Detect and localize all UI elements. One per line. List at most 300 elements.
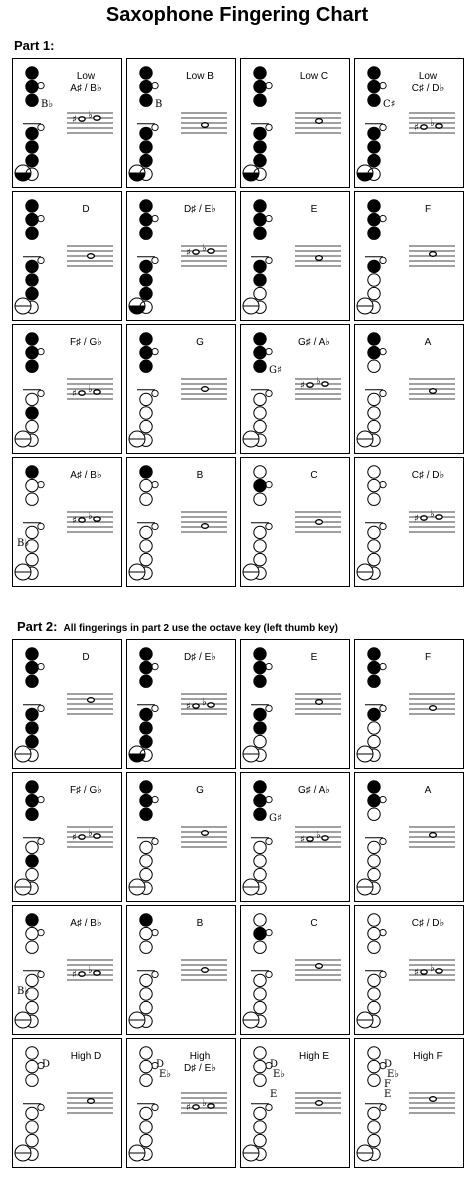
key-letter-label: G♯ xyxy=(269,365,282,376)
open-key-icon xyxy=(140,1060,152,1072)
fingering-diagram xyxy=(241,1039,349,1167)
fingering-row xyxy=(12,1038,464,1168)
fingering-diagram xyxy=(355,1039,463,1167)
closed-key-icon xyxy=(26,914,38,926)
closed-key-icon xyxy=(368,213,380,225)
open-key-icon xyxy=(26,1121,38,1133)
octave-key-icon xyxy=(38,215,44,221)
key-letter-label: E♭ xyxy=(159,1069,172,1080)
closed-key-icon xyxy=(26,141,38,153)
open-key-icon xyxy=(368,927,380,939)
key-letter-label: B♭ xyxy=(17,986,30,997)
flat-note-icon: ♭ xyxy=(202,697,207,708)
open-key-icon xyxy=(140,868,152,880)
part2-grid xyxy=(12,639,464,1171)
side-key-icon xyxy=(38,838,44,844)
open-key-icon xyxy=(26,393,38,405)
side-key-icon xyxy=(266,523,272,529)
fingering-diagram xyxy=(355,906,463,1034)
open-key-icon xyxy=(140,1134,152,1146)
fingering-diagram xyxy=(355,192,463,320)
whole-note-icon xyxy=(94,834,100,838)
side-key-icon xyxy=(152,838,158,844)
fingering-cell xyxy=(354,191,464,321)
fingering-cell xyxy=(240,324,350,454)
closed-key-icon xyxy=(254,200,266,212)
key-letter-label: G♯ xyxy=(269,813,282,824)
side-key-icon xyxy=(38,390,44,396)
whole-note-icon xyxy=(316,119,323,124)
note-name-label: G xyxy=(196,785,204,796)
fingering-diagram xyxy=(13,1039,121,1167)
octave-key-icon xyxy=(38,663,44,669)
open-key-icon xyxy=(254,868,266,880)
octave-key-icon xyxy=(380,348,386,354)
key-letter-label: F xyxy=(384,1079,391,1090)
fingering-diagram xyxy=(13,906,121,1034)
closed-key-icon xyxy=(140,333,152,345)
whole-note-icon xyxy=(436,515,442,519)
fingering-diagram xyxy=(13,59,121,187)
fingering-cell xyxy=(12,639,122,769)
part2-label: Part 2: All fingerings in part 2 use the octave key (left thumb key) xyxy=(17,619,338,634)
note-name-label: F xyxy=(424,204,432,215)
fingering-cell xyxy=(354,58,464,188)
open-key-icon xyxy=(368,420,380,432)
side-key-icon xyxy=(380,838,386,844)
open-key-icon xyxy=(140,855,152,867)
sharp-note-icon: ♯ xyxy=(72,515,77,527)
closed-key-icon xyxy=(254,346,266,358)
whole-note-icon xyxy=(316,1101,323,1106)
open-key-icon xyxy=(254,941,266,953)
open-key-icon xyxy=(140,1001,152,1013)
open-key-icon xyxy=(368,974,380,986)
whole-note-icon xyxy=(193,250,199,254)
note-name-label: F xyxy=(424,652,432,663)
fingering-cell xyxy=(354,905,464,1035)
open-key-icon xyxy=(368,735,380,747)
open-key-icon xyxy=(254,493,266,505)
closed-key-icon xyxy=(140,794,152,806)
flat-note-icon: ♭ xyxy=(88,384,93,395)
closed-key-icon xyxy=(254,781,266,793)
open-key-icon xyxy=(368,1001,380,1013)
open-key-icon xyxy=(140,540,152,552)
fingering-cell xyxy=(126,1038,236,1168)
open-key-icon xyxy=(368,540,380,552)
fingering-diagram xyxy=(13,325,121,453)
octave-key-icon xyxy=(152,663,158,669)
side-key-icon xyxy=(266,390,272,396)
open-key-icon xyxy=(254,1074,266,1086)
key-letter-label: D xyxy=(42,1059,51,1070)
whole-note-icon xyxy=(202,123,209,128)
open-key-icon xyxy=(368,1074,380,1086)
octave-key-icon xyxy=(38,82,44,88)
open-key-icon xyxy=(368,868,380,880)
octave-key-icon xyxy=(380,82,386,88)
closed-key-icon xyxy=(26,855,38,867)
closed-key-icon xyxy=(140,661,152,673)
side-key-icon xyxy=(152,390,158,396)
whole-note-icon xyxy=(193,1105,199,1109)
closed-key-icon xyxy=(368,794,380,806)
closed-key-icon xyxy=(368,648,380,660)
closed-key-icon xyxy=(254,479,266,491)
note-name-label: A♯ / B♭ xyxy=(70,470,102,481)
closed-key-icon xyxy=(254,675,266,687)
key-letter-label: E xyxy=(270,1089,278,1100)
fingering-diagram xyxy=(241,906,349,1034)
whole-note-icon xyxy=(430,1097,437,1102)
closed-key-icon xyxy=(140,154,152,166)
key-letter-label: B♭ xyxy=(41,99,54,110)
closed-key-icon xyxy=(254,227,266,239)
closed-key-icon xyxy=(368,141,380,153)
open-key-icon xyxy=(140,941,152,953)
note-name-label: A♯ / B♭ xyxy=(70,918,102,929)
fingering-cell xyxy=(240,1038,350,1168)
open-key-icon xyxy=(140,420,152,432)
side-key-icon xyxy=(266,1104,272,1110)
whole-note-icon xyxy=(88,1099,95,1104)
fingering-diagram xyxy=(355,640,463,768)
open-key-icon xyxy=(368,1134,380,1146)
closed-key-icon xyxy=(368,127,380,139)
whole-note-icon xyxy=(79,835,85,839)
sharp-note-icon: ♯ xyxy=(186,1102,191,1114)
closed-key-icon xyxy=(26,722,38,734)
flat-note-icon: ♭ xyxy=(430,118,435,129)
open-key-icon xyxy=(368,722,380,734)
key-letter-label: D xyxy=(156,1059,165,1070)
open-key-icon xyxy=(368,988,380,1000)
flat-note-icon: ♭ xyxy=(316,830,321,841)
note-name-label: B xyxy=(196,918,204,929)
note-name-label: Low B xyxy=(186,71,214,82)
fingering-diagram xyxy=(127,325,235,453)
note-name-label: C♯ / D♭ xyxy=(411,470,445,481)
whole-note-icon xyxy=(94,116,100,120)
octave-key-icon xyxy=(380,796,386,802)
open-key-icon xyxy=(254,1060,266,1072)
open-key-icon xyxy=(254,466,266,478)
octave-key-icon xyxy=(152,929,158,935)
closed-key-icon xyxy=(254,360,266,372)
closed-key-icon xyxy=(368,67,380,79)
open-key-icon xyxy=(140,841,152,853)
closed-key-icon xyxy=(26,200,38,212)
open-key-icon xyxy=(26,868,38,880)
closed-key-icon xyxy=(26,154,38,166)
fingering-cell xyxy=(12,457,122,587)
closed-key-icon xyxy=(140,675,152,687)
closed-key-icon xyxy=(26,648,38,660)
whole-note-icon xyxy=(430,252,437,257)
sharp-note-icon: ♯ xyxy=(72,388,77,400)
fingering-cell xyxy=(12,191,122,321)
fingering-diagram xyxy=(127,59,235,187)
sharp-note-icon: ♯ xyxy=(300,380,305,392)
open-key-icon xyxy=(140,393,152,405)
open-key-icon xyxy=(254,407,266,419)
open-key-icon xyxy=(368,466,380,478)
open-key-icon xyxy=(26,526,38,538)
note-name-label: High F xyxy=(413,1051,443,1062)
sharp-note-icon: ♯ xyxy=(414,967,419,979)
open-key-icon xyxy=(140,927,152,939)
open-key-icon xyxy=(368,1047,380,1059)
key-letter-label: D xyxy=(384,1059,393,1070)
fingering-cell xyxy=(126,191,236,321)
open-key-icon xyxy=(140,1074,152,1086)
closed-key-icon xyxy=(368,675,380,687)
octave-key-icon xyxy=(152,348,158,354)
closed-key-icon xyxy=(140,722,152,734)
closed-key-icon xyxy=(254,213,266,225)
closed-key-icon xyxy=(254,127,266,139)
whole-note-icon xyxy=(208,249,214,253)
fingering-row xyxy=(12,191,464,321)
open-key-icon xyxy=(140,1047,152,1059)
whole-note-icon xyxy=(79,972,85,976)
side-key-icon xyxy=(152,523,158,529)
note-name-label: Low A♯ / B♭ xyxy=(70,71,102,94)
side-key-icon xyxy=(38,705,44,711)
fingering-cell xyxy=(240,457,350,587)
open-key-icon xyxy=(368,479,380,491)
closed-key-icon xyxy=(140,287,152,299)
open-key-icon xyxy=(26,841,38,853)
fingering-diagram xyxy=(355,773,463,901)
note-name-label: D xyxy=(82,652,90,663)
open-key-icon xyxy=(254,287,266,299)
fingering-cell xyxy=(240,191,350,321)
note-name-label: A xyxy=(424,785,432,796)
closed-key-icon xyxy=(140,200,152,212)
fingering-cell xyxy=(126,58,236,188)
flat-note-icon: ♭ xyxy=(430,509,435,520)
closed-key-icon xyxy=(140,127,152,139)
open-key-icon xyxy=(254,420,266,432)
fingering-diagram xyxy=(13,773,121,901)
open-key-icon xyxy=(26,420,38,432)
fingering-diagram xyxy=(355,325,463,453)
open-key-icon xyxy=(254,974,266,986)
whole-note-icon xyxy=(307,383,313,387)
fingering-diagram xyxy=(127,1039,235,1167)
fingering-cell xyxy=(354,772,464,902)
sharp-note-icon: ♯ xyxy=(72,969,77,981)
octave-key-icon xyxy=(152,215,158,221)
closed-key-icon xyxy=(140,227,152,239)
sharp-note-icon: ♯ xyxy=(414,122,419,134)
note-name-label: High E xyxy=(298,1051,329,1062)
closed-key-icon xyxy=(26,661,38,673)
side-key-icon xyxy=(380,971,386,977)
sharp-note-icon: ♯ xyxy=(186,701,191,713)
whole-note-icon xyxy=(307,837,313,841)
open-key-icon xyxy=(26,927,38,939)
note-name-label: C xyxy=(310,918,318,929)
closed-key-icon xyxy=(26,346,38,358)
closed-key-icon xyxy=(254,808,266,820)
fingering-diagram xyxy=(13,192,121,320)
whole-note-icon xyxy=(208,1104,214,1108)
closed-key-icon xyxy=(26,260,38,272)
open-key-icon xyxy=(254,855,266,867)
fingering-diagram xyxy=(127,458,235,586)
whole-note-icon xyxy=(421,125,427,129)
closed-key-icon xyxy=(254,94,266,106)
fingering-diagram xyxy=(241,640,349,768)
note-name-label: F♯ / G♭ xyxy=(70,337,102,348)
closed-key-icon xyxy=(26,213,38,225)
closed-key-icon xyxy=(368,200,380,212)
fingering-row xyxy=(12,905,464,1035)
octave-key-icon xyxy=(266,663,272,669)
open-key-icon xyxy=(254,553,266,565)
closed-key-icon xyxy=(26,735,38,747)
octave-key-icon xyxy=(266,348,272,354)
side-key-icon xyxy=(38,971,44,977)
fingering-cell xyxy=(126,324,236,454)
fingering-diagram xyxy=(127,773,235,901)
open-key-icon xyxy=(368,287,380,299)
closed-key-icon xyxy=(26,781,38,793)
open-key-icon xyxy=(368,1107,380,1119)
fingering-cell xyxy=(354,1038,464,1168)
closed-key-icon xyxy=(254,708,266,720)
fingering-cell xyxy=(354,639,464,769)
closed-key-icon xyxy=(140,735,152,747)
key-letter-label: E♭ xyxy=(387,1069,400,1080)
open-key-icon xyxy=(140,1107,152,1119)
closed-key-icon xyxy=(26,127,38,139)
part1-grid xyxy=(12,58,464,590)
open-key-icon xyxy=(140,493,152,505)
note-name-label: B xyxy=(196,470,204,481)
key-letter-label: B xyxy=(155,99,163,110)
closed-key-icon xyxy=(26,675,38,687)
fingering-row xyxy=(12,58,464,188)
octave-key-icon xyxy=(380,481,386,487)
note-name-label: G♯ / A♭ xyxy=(298,785,330,796)
note-name-label: Low C xyxy=(299,71,329,82)
closed-key-icon xyxy=(26,708,38,720)
octave-key-icon xyxy=(380,215,386,221)
whole-note-icon xyxy=(316,700,323,705)
whole-note-icon xyxy=(79,518,85,522)
open-key-icon xyxy=(26,1060,38,1072)
closed-key-icon xyxy=(140,808,152,820)
open-key-icon xyxy=(140,526,152,538)
octave-key-icon xyxy=(152,82,158,88)
side-key-icon xyxy=(266,838,272,844)
open-key-icon xyxy=(254,841,266,853)
closed-key-icon xyxy=(26,287,38,299)
fingering-cell xyxy=(126,639,236,769)
closed-key-icon xyxy=(26,794,38,806)
fingering-diagram xyxy=(241,59,349,187)
octave-key-icon xyxy=(266,215,272,221)
open-key-icon xyxy=(368,808,380,820)
open-key-icon xyxy=(368,914,380,926)
note-name-label: Low C♯ / D♭ xyxy=(411,71,445,94)
fingering-diagram xyxy=(241,192,349,320)
note-name-label: C xyxy=(310,470,318,481)
octave-key-icon xyxy=(266,796,272,802)
side-key-icon xyxy=(380,257,386,263)
open-key-icon xyxy=(26,1047,38,1059)
part1-label: Part 1: xyxy=(14,38,55,53)
open-key-icon xyxy=(140,988,152,1000)
whole-note-icon xyxy=(316,256,323,261)
octave-key-icon xyxy=(152,481,158,487)
open-key-icon xyxy=(140,553,152,565)
closed-key-icon xyxy=(140,80,152,92)
octave-key-icon xyxy=(380,663,386,669)
fingering-cell xyxy=(240,772,350,902)
closed-key-icon xyxy=(254,722,266,734)
open-key-icon xyxy=(254,526,266,538)
note-name-label: High D♯ / E♭ xyxy=(184,1051,216,1074)
open-key-icon xyxy=(140,479,152,491)
closed-key-icon xyxy=(140,67,152,79)
closed-key-icon xyxy=(140,914,152,926)
open-key-icon xyxy=(254,1107,266,1119)
open-key-icon xyxy=(140,974,152,986)
open-key-icon xyxy=(26,1107,38,1119)
sharp-note-icon: ♯ xyxy=(300,834,305,846)
octave-key-icon xyxy=(38,348,44,354)
open-key-icon xyxy=(26,1001,38,1013)
fingering-cell xyxy=(12,1038,122,1168)
octave-key-icon xyxy=(266,82,272,88)
flat-note-icon: ♭ xyxy=(88,110,93,121)
side-key-icon xyxy=(152,971,158,977)
whole-note-icon xyxy=(88,254,95,259)
open-key-icon xyxy=(368,553,380,565)
side-key-icon xyxy=(38,523,44,529)
open-key-icon xyxy=(368,274,380,286)
side-key-icon xyxy=(152,124,158,130)
octave-key-icon xyxy=(38,929,44,935)
side-key-icon xyxy=(266,705,272,711)
fingering-diagram xyxy=(355,458,463,586)
closed-key-icon xyxy=(368,94,380,106)
side-key-icon xyxy=(380,390,386,396)
flat-note-icon: ♭ xyxy=(202,1098,207,1109)
fingering-cell xyxy=(12,324,122,454)
note-name-label: E xyxy=(310,652,318,663)
fingering-diagram xyxy=(241,773,349,901)
side-key-icon xyxy=(266,124,272,130)
open-key-icon xyxy=(26,479,38,491)
whole-note-icon xyxy=(94,971,100,975)
whole-note-icon xyxy=(421,516,427,520)
note-name-label: E xyxy=(310,204,318,215)
fingering-diagram xyxy=(13,458,121,586)
note-name-label: G♯ / A♭ xyxy=(298,337,330,348)
closed-key-icon xyxy=(140,648,152,660)
octave-key-icon xyxy=(266,481,272,487)
key-letter-label: B♭ xyxy=(17,538,30,549)
open-key-icon xyxy=(368,841,380,853)
closed-key-icon xyxy=(26,407,38,419)
whole-note-icon xyxy=(193,704,199,708)
